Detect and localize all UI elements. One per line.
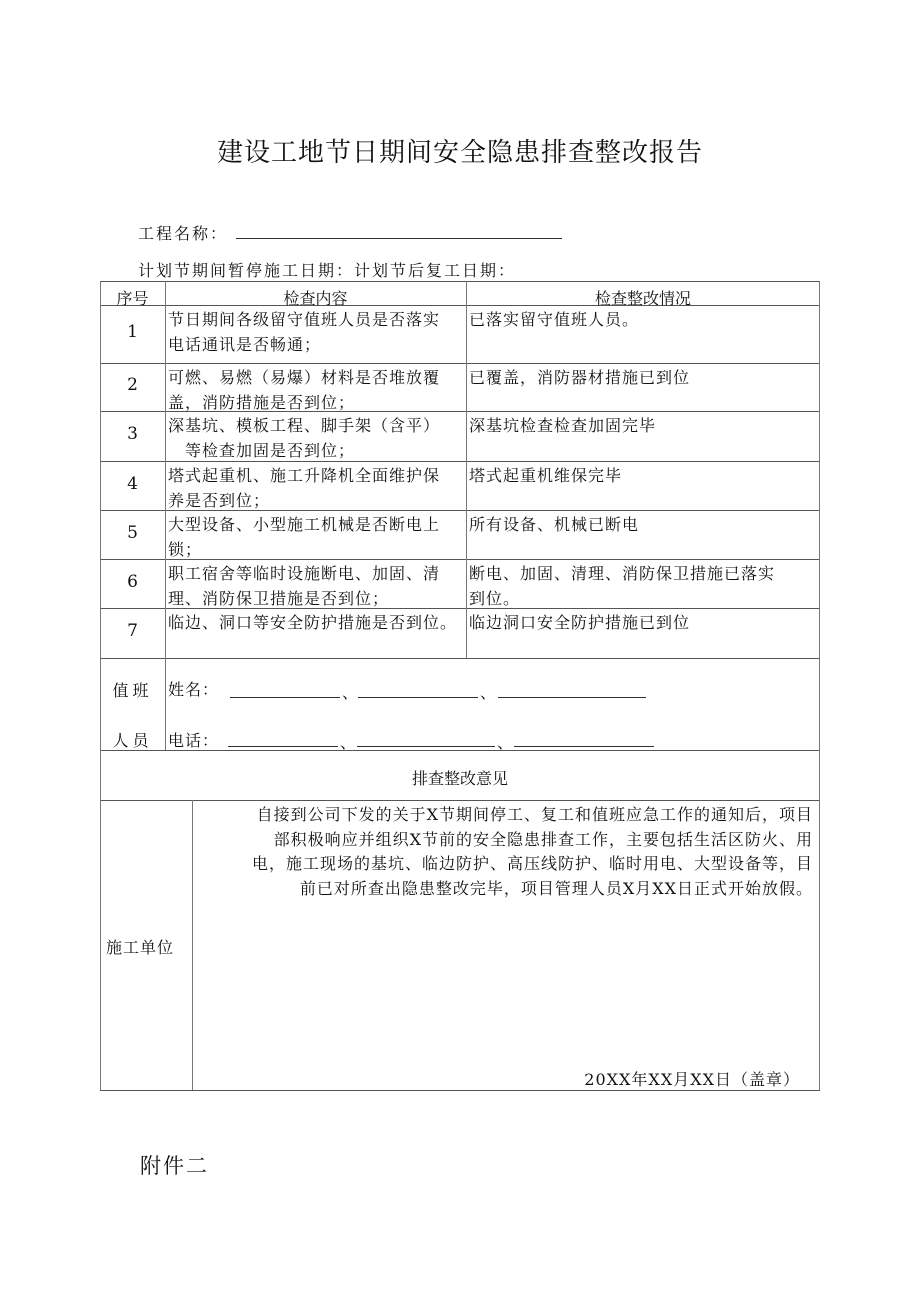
duty-label-top: 值班 [112, 681, 153, 700]
attachment-label: 附件二 [140, 1154, 209, 1178]
check-content: 电话通讯是否畅通； [168, 335, 322, 354]
opinion-header: 排查整改意见 [411, 769, 508, 788]
duty-phone-field-2[interactable] [357, 746, 495, 747]
header-status: 检查整改情况 [594, 289, 691, 308]
header-no: 序号 [116, 289, 149, 308]
row-number: 3 [127, 424, 138, 444]
project-name-field[interactable] [236, 238, 562, 239]
opinion-line: 前已对所查出隐患整改完毕，项目管理人员X月XX日正式开始放假。 [299, 879, 813, 898]
duty-name-field-1[interactable] [230, 697, 340, 698]
row-number: 6 [127, 571, 138, 592]
rectification-status: 深基坑检查检查加固完毕 [469, 416, 657, 435]
opinion-line: 自接到公司下发的关于X节期间停工、复工和值班应急工作的通知后，项目 [256, 805, 813, 824]
dates-line: 计划节期间暂停施工日期：计划节后复工日期： [138, 261, 517, 280]
separator: 、 [342, 683, 360, 702]
project-name-label: 工程名称： [138, 224, 229, 243]
opinion-line: 部积极响应并组织X节前的安全隐患排查工作，主要包括生活区防火、用 [273, 830, 813, 849]
row-number: 5 [127, 522, 138, 543]
header-content: 检查内容 [283, 289, 348, 308]
row-number: 7 [127, 621, 138, 641]
check-content: 可燃、易燃（易爆）材料是否堆放覆 [168, 368, 441, 387]
page-title: 建设工地节日期间安全隐患排查整改报告 [216, 138, 703, 168]
check-content: 塔式起重机、施工升降机全面维护保 [168, 466, 441, 485]
unit-label: 施工单位 [106, 938, 175, 957]
check-content: 节日期间各级留守值班人员是否落实 [168, 310, 441, 329]
duty-phone-field-1[interactable] [228, 746, 338, 747]
duty-phone-field-3[interactable] [514, 746, 654, 747]
row-number: 2 [127, 375, 138, 395]
separator: 、 [497, 733, 515, 752]
rectification-status: 断电、加固、清理、消防保卫措施已落实 [469, 564, 776, 583]
duty-name-label: 姓名： [168, 680, 220, 699]
check-content: 大型设备、小型施工机械是否断电上 [168, 515, 441, 534]
row-number: 4 [127, 473, 138, 494]
check-content: 临边、洞口等安全防护措施是否到位。 [168, 613, 458, 632]
rectification-status: 已落实留守值班人员。 [469, 310, 640, 329]
rectification-status: 到位。 [469, 589, 521, 608]
check-content: 职工宿舍等临时设施断电、加固、清 [168, 564, 441, 583]
check-content: 理、消防保卫措施是否到位； [168, 589, 390, 608]
rectification-status: 塔式起重机维保完毕 [469, 466, 623, 485]
check-content: 等检查加固是否到位； [168, 441, 356, 460]
opinion-line: 电，施工现场的基坑、临边防护、高压线防护、临时用电、大型设备等，目 [251, 854, 813, 873]
check-content: 锁； [168, 540, 203, 559]
signature-date: 20XX年XX月XX日（盖章） [584, 1070, 800, 1089]
duty-name-field-2[interactable] [358, 697, 478, 698]
check-content: 盖，消防措施是否到位； [168, 393, 356, 412]
rectification-status: 已覆盖，消防器材措施已到位 [469, 368, 691, 387]
separator: 、 [340, 733, 358, 752]
rectification-status: 临边洞口安全防护措施已到位 [469, 613, 691, 632]
separator: 、 [480, 683, 498, 702]
check-content: 养是否到位； [168, 491, 271, 510]
row-number: 1 [127, 322, 138, 342]
duty-label-bottom: 人员 [112, 731, 153, 750]
duty-name-field-3[interactable] [498, 697, 646, 698]
rectification-status: 所有设备、机械已断电 [469, 515, 640, 534]
duty-phone-label: 电话： [168, 731, 220, 750]
check-content: 深基坑、模板工程、脚手架（含平） [168, 416, 441, 435]
